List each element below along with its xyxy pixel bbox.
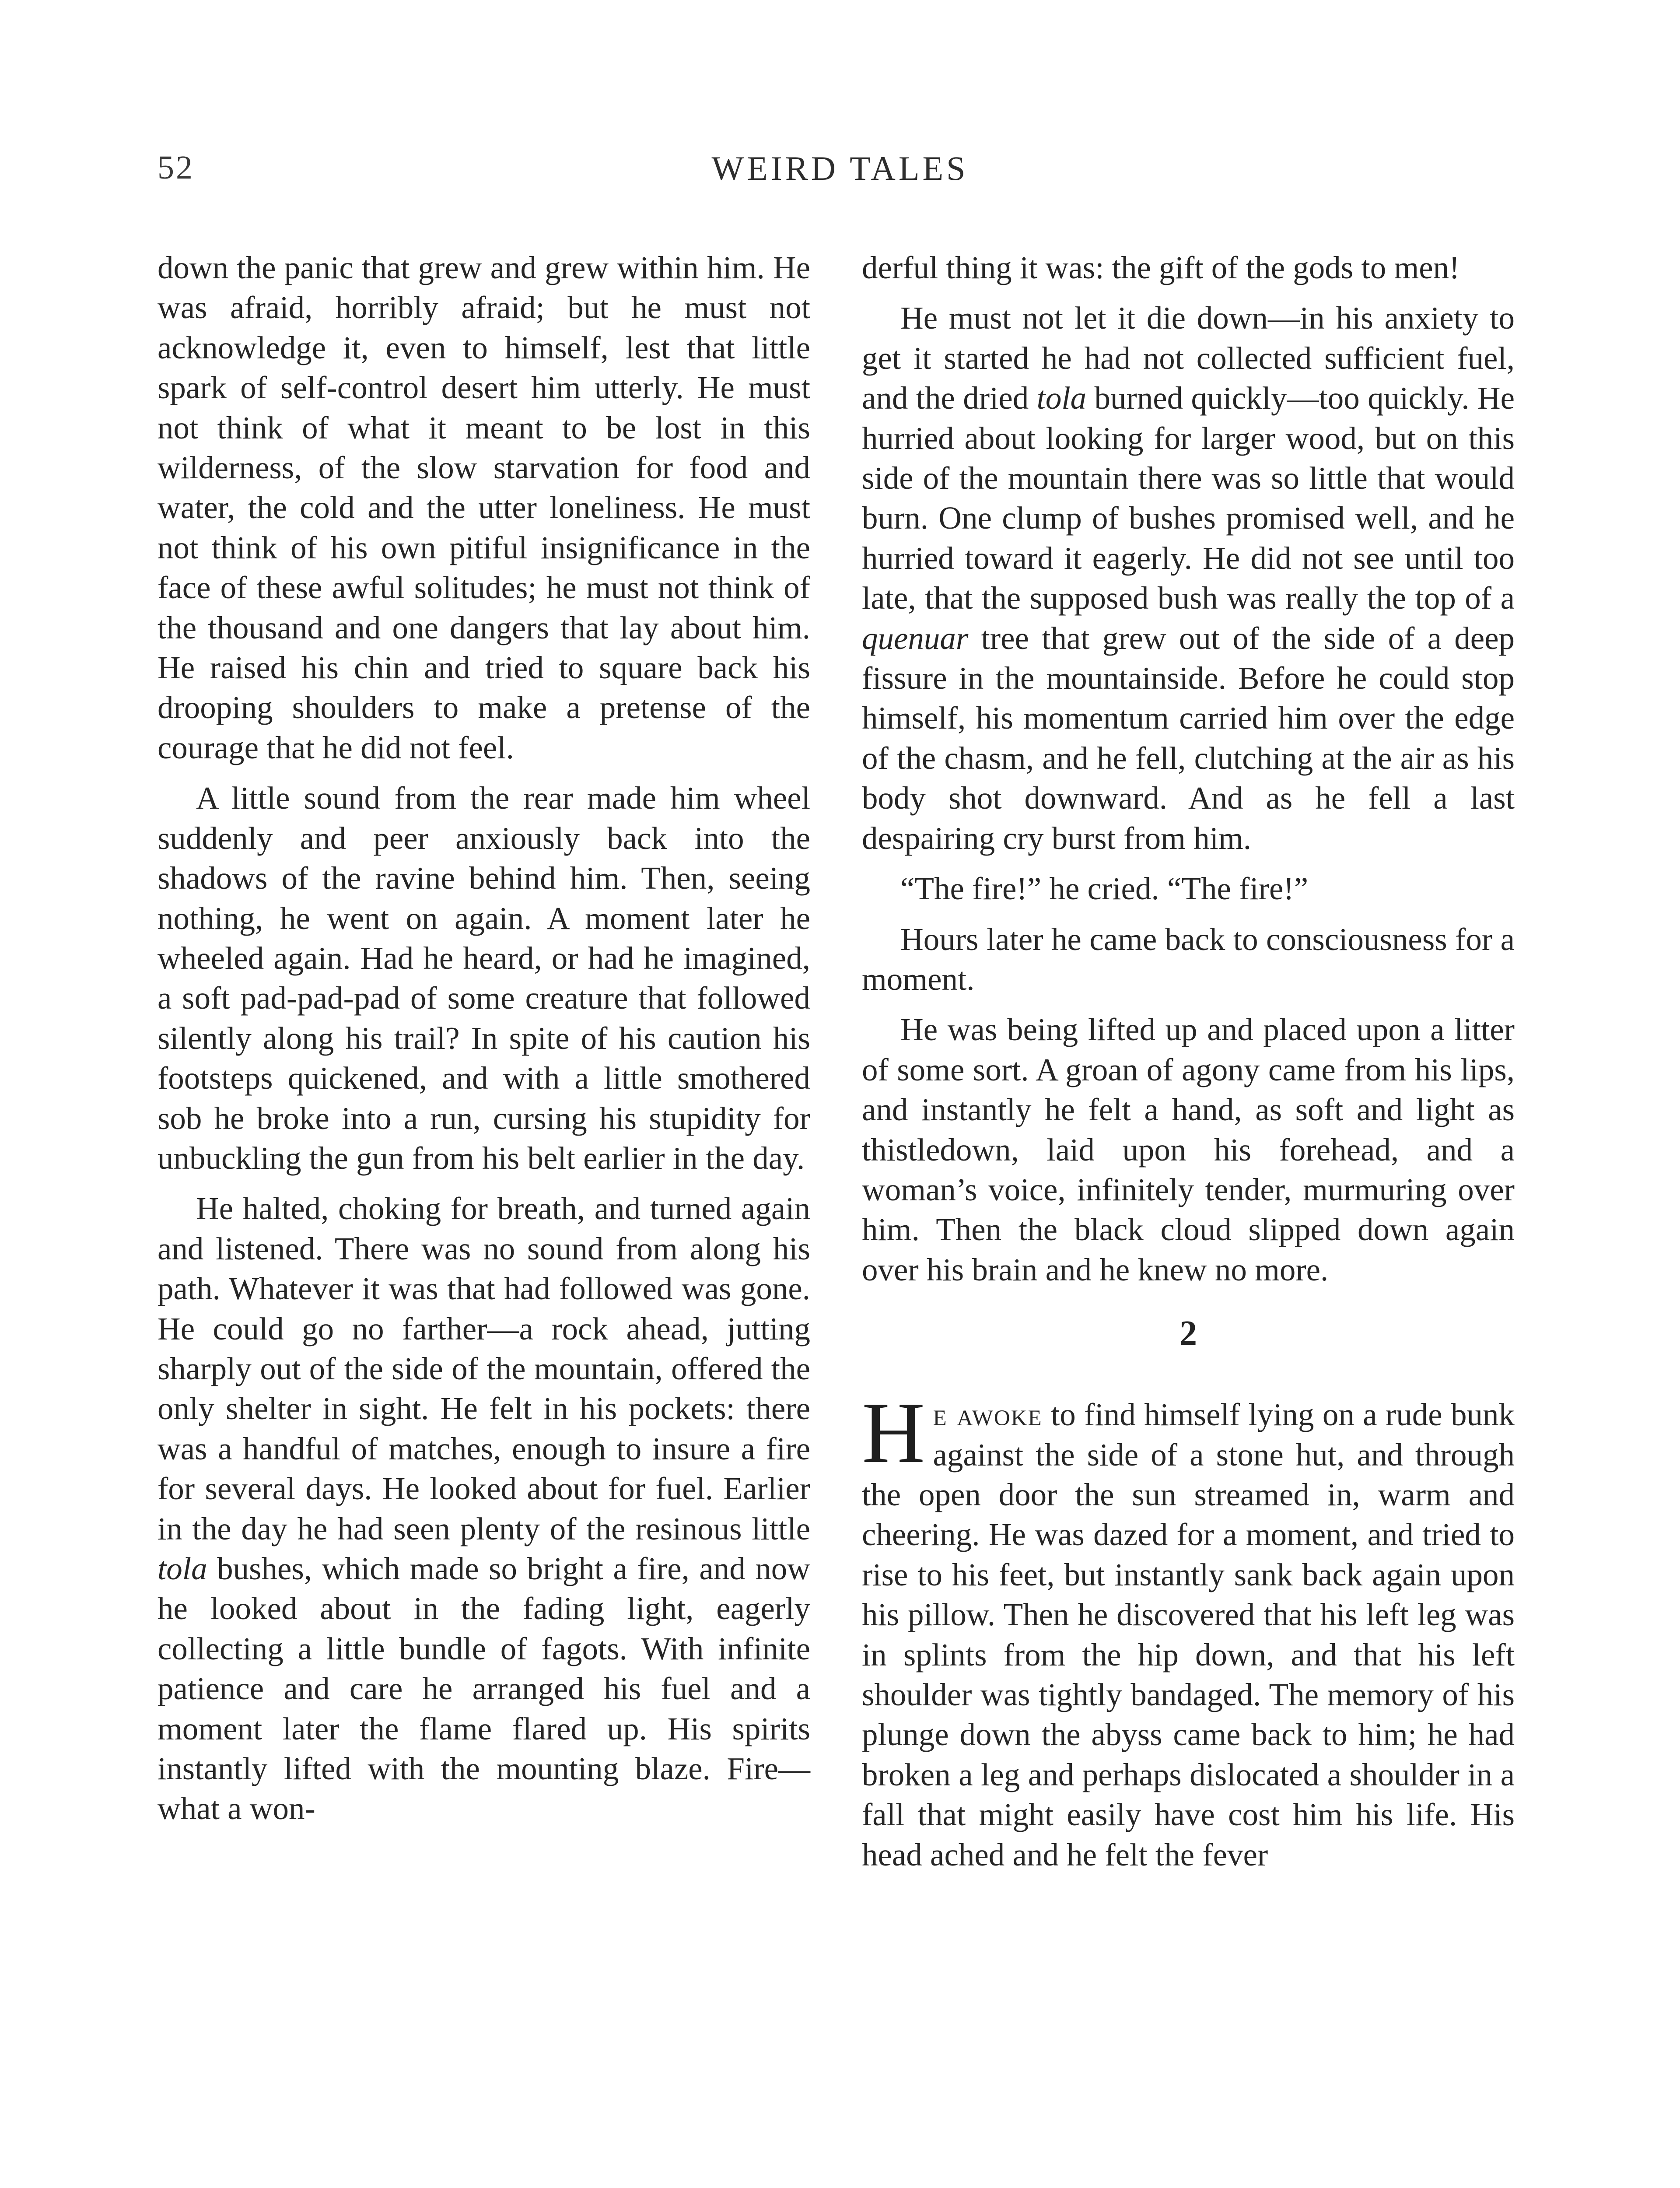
page-header [158, 149, 1522, 201]
left-paragraph-1: down the panic that grew and grew within him. He was afraid, horribly afraid; but he must not acknowledge it, even to himself, lest that little spark of self-control desert him utterly. He must not think of what it meant to be lost in this wilderness, of the slow starvation for food and water, the cold and the utter loneliness. He must not think of his own pitiful insignificance in the face of these awful solitudes; he must not think of the thousand and one dangers that lay about him. He raised his chin and tried to square back his drooping shoulders to make a pretense of the courage that he did not feel. [158, 250, 810, 765]
right-paragraph-2-italic-1: tola [1036, 380, 1087, 416]
left-paragraph-3 [158, 1189, 810, 1829]
running-title: WEIRD TALES [711, 149, 969, 187]
right-paragraph-2-part-a: He must not let it die down—in his anxiety to get it started he had not collected sufficient fuel, and the dried [862, 300, 1515, 416]
right-paragraph-2-italic-2: quenuar [862, 620, 969, 656]
right-paragraph-3: “The fire!” he cried. “The fire!” [900, 871, 1309, 907]
right-paragraph-6-body: to find himself lying on a rude bunk against the side of a stone hut, and through the open door the sun streamed in, warm and cheering. He was dazed for a moment, and tried to rise to his feet, but instantly sank back again upon his pillow. Then he discovered that his left leg was in splints from the hip down, and that his left shoulder was tightly bandaged. The memory of his plunge down the abyss came back to him; he had broken a leg and perhaps dislocated a shoulder in a fall that might easily have cost him his life. His head ached and he felt the fever [862, 1397, 1515, 1872]
right-column [862, 248, 1515, 1885]
left-paragraph-2: A little sound from the rear made him wheel suddenly and peer anxiously back into the shadows of the ravine behind him. Then, seeing nothing, he went on again. A moment later he wheeled again. Had he heard, or had he imagined, a soft pad-pad-pad of some creature that followed silently along his trail? In spite of his caution his footsteps quickened, and with a little smothered sob he broke into a run, cursing his stupidity for unbuckling the gun from his belt earlier in the day. [158, 780, 810, 1176]
page-number: 52 [158, 149, 194, 186]
right-paragraph-4: Hours later he came back to consciousness for a moment. [862, 921, 1515, 997]
section-number: 2 [1180, 1314, 1197, 1353]
drop-cap: H [862, 1385, 925, 1482]
right-paragraph-5: He was being lifted up and placed upon a litter of some sort. A groan of agony came from his lips, and instantly he felt a hand, as soft and light as thistledown, laid upon his forehead, and a woman’s voice, infinitely tender, murmuring over him. Then the black cloud slipped down again over his brain and he knew no more. [862, 1012, 1515, 1287]
lead-in: e awoke [933, 1397, 1043, 1433]
left-paragraph-3-italic: tola [158, 1551, 207, 1586]
right-paragraph-1: derful thing it was: the gift of the gods to men! [862, 250, 1460, 285]
left-column [158, 248, 810, 1839]
right-paragraph-6 [862, 1385, 1515, 1875]
right-paragraph-2-part-b: burned quickly—too quickly. He hurried about looking for larger wood, but on this side of the mountain there was so little that would burn. One clump of bushes promised well, and he hurried toward it eagerly. He did not see until too late, that the supposed bush was really the top of a [862, 380, 1515, 616]
right-paragraph-2 [862, 298, 1515, 858]
right-paragraph-2-part-c: tree that grew out of the side of a deep fissure in the mountainside. Before he could stop himself, his momentum carried him over the edge of the chasm, and he fell, clutching at the air as his body shot downward. And as he fell a last despairing cry burst from him. [862, 620, 1515, 856]
left-paragraph-3-part-a: He halted, choking for breath, and turned again and listened. There was no sound from along his path. Whatever it was that had followed was gone. He could go no farther—a rock ahead, jutting sharply out of the side of the mountain, offered the only shelter in sight. He felt in his pockets: there was a handful of matches, enough to insure a fire for several days. He looked about for fuel. Earlier in the day he had seen plenty of the resinous little [158, 1191, 810, 1546]
left-paragraph-3-part-b: bushes, which made so bright a fire, and now he looked about in the fading light, eagerly collecting a little bundle of fagots. With infinite patience and care he arranged his fuel and a moment later the flame flared up. His spirits instantly lifted with the mounting blaze. Fire—what a won- [158, 1551, 810, 1827]
